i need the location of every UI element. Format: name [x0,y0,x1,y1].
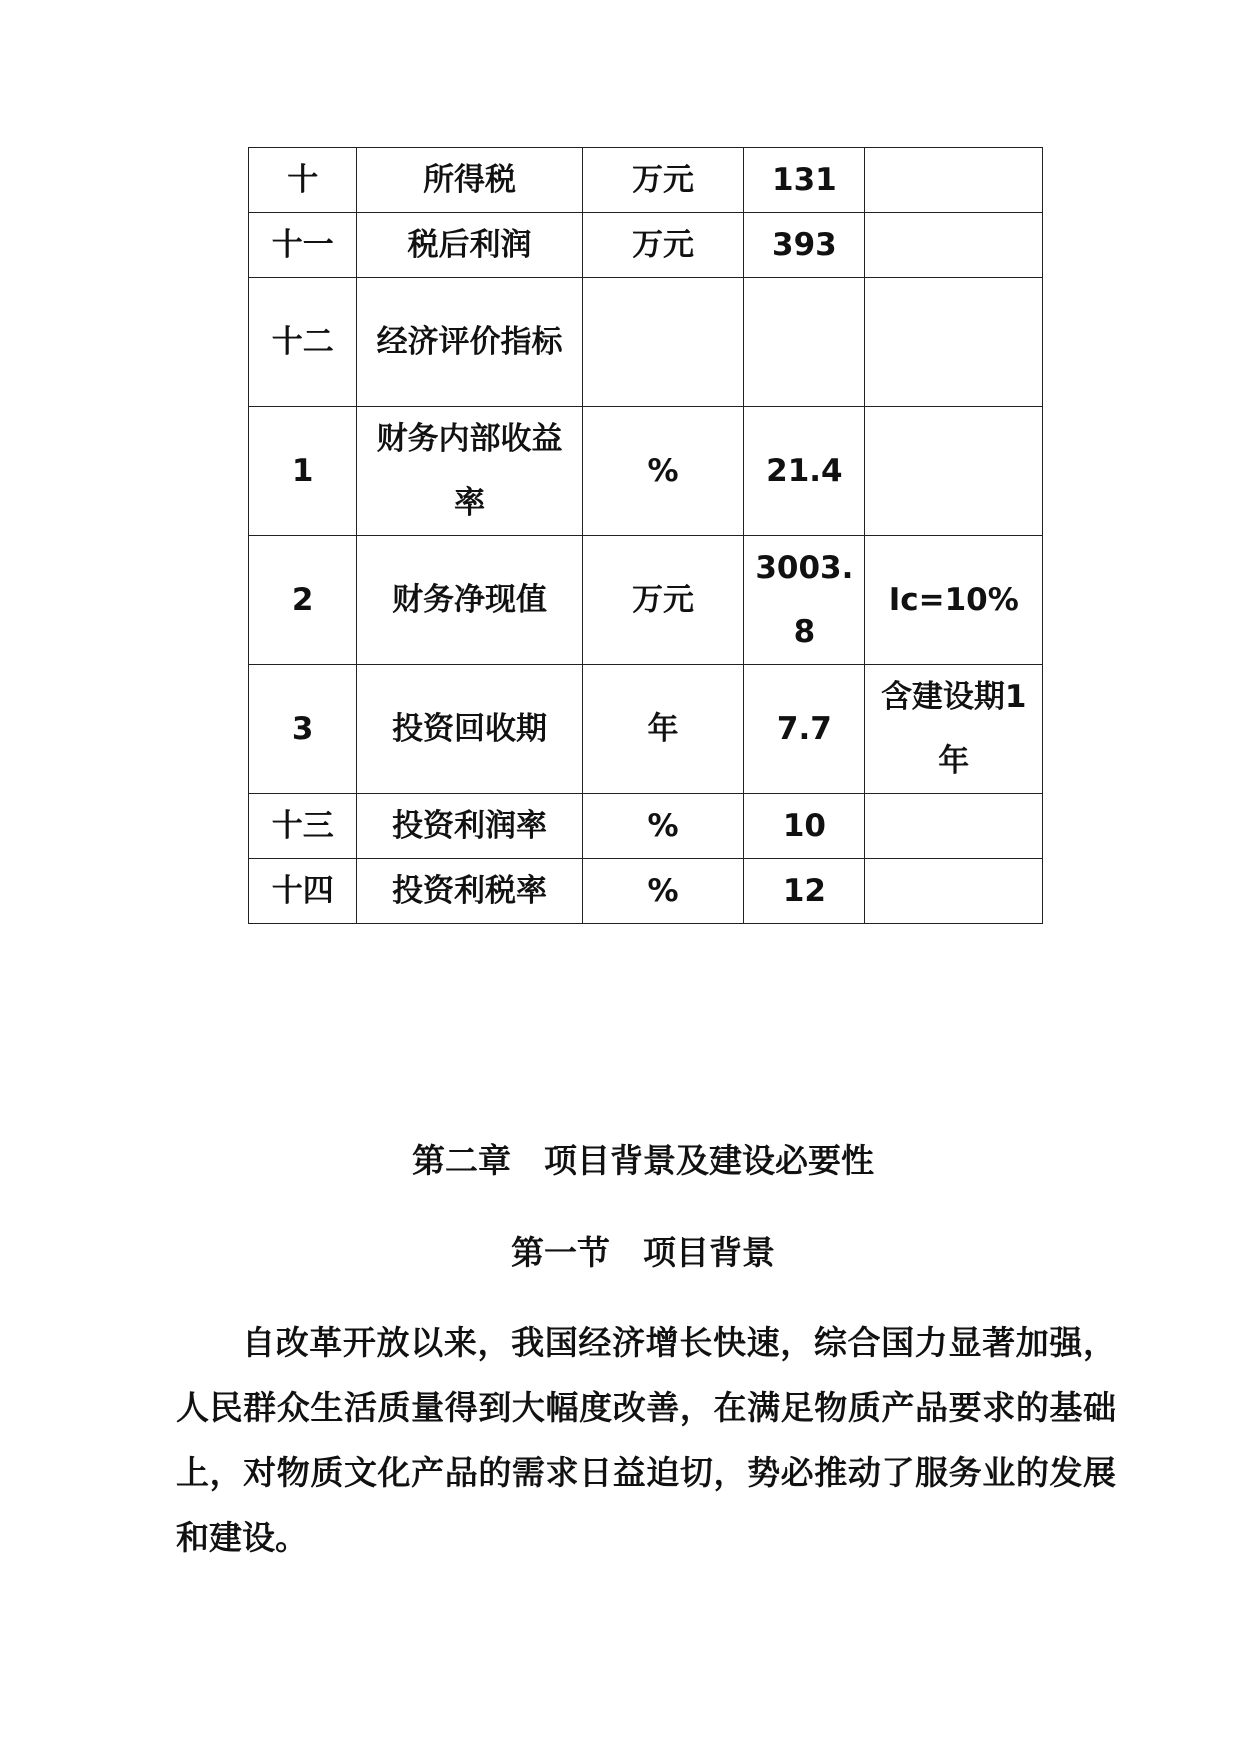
indicator-unit: 年 [582,665,744,794]
row-number: 十三 [249,794,357,859]
table-row [249,665,1043,794]
indicator-unit: 万元 [582,213,744,278]
indicator-value: 7.7 [744,665,865,794]
indicator-remark: 含建设期1年 [865,665,1043,794]
row-number: 十一 [249,213,357,278]
indicator-name: 财务净现值 [357,536,582,665]
indicator-unit: % [582,859,744,924]
section-title: 第一节 项目背景 [511,1233,775,1272]
table-row [249,794,1043,859]
indicator-name: 投资利税率 [357,859,582,924]
table-row [249,213,1043,278]
indicator-unit: 万元 [582,536,744,665]
row-number: 十二 [249,278,357,407]
indicator-value [744,278,865,407]
indicator-value: 393 [744,213,865,278]
indicator-remark [865,148,1043,213]
indicator-name: 税后利润 [357,213,582,278]
indicator-name: 财务内部收益率 [357,407,582,536]
indicator-value: 3003.8 [744,536,865,665]
indicator-remark: Ic=10% [865,536,1043,665]
indicator-remark [865,859,1043,924]
indicator-value: 12 [744,859,865,924]
row-number: 十四 [249,859,357,924]
table-row [249,407,1043,536]
indicator-value: 131 [744,148,865,213]
indicator-remark [865,278,1043,407]
table-row [249,278,1043,407]
body-paragraph: 自改革开放以来，我国经济增长快速，综合国力显著加强，人民群众生活质量得到大幅度改善，在满足物质产品要求的基础上，对物质文化产品的需求日益迫切，势必推动了服务业的发展和建设。 [176,1323,1116,1557]
indicator-name: 投资利润率 [357,794,582,859]
indicator-unit [582,278,744,407]
indicator-name: 投资回收期 [357,665,582,794]
indicator-value: 10 [744,794,865,859]
table-row [249,859,1043,924]
indicator-name: 所得税 [357,148,582,213]
table-row [249,536,1043,665]
indicator-remark [865,794,1043,859]
indicator-remark [865,407,1043,536]
indicator-value: 21.4 [744,407,865,536]
chapter-title: 第二章 项目背景及建设必要性 [412,1141,874,1180]
indicator-unit: % [582,794,744,859]
indicator-remark [865,213,1043,278]
row-number: 1 [249,407,357,536]
economic-indicators-table [248,147,1043,924]
indicator-unit: 万元 [582,148,744,213]
row-number: 十 [249,148,357,213]
row-number: 3 [249,665,357,794]
table-row [249,148,1043,213]
row-number: 2 [249,536,357,665]
indicator-name: 经济评价指标 [357,278,582,407]
indicator-unit: % [582,407,744,536]
